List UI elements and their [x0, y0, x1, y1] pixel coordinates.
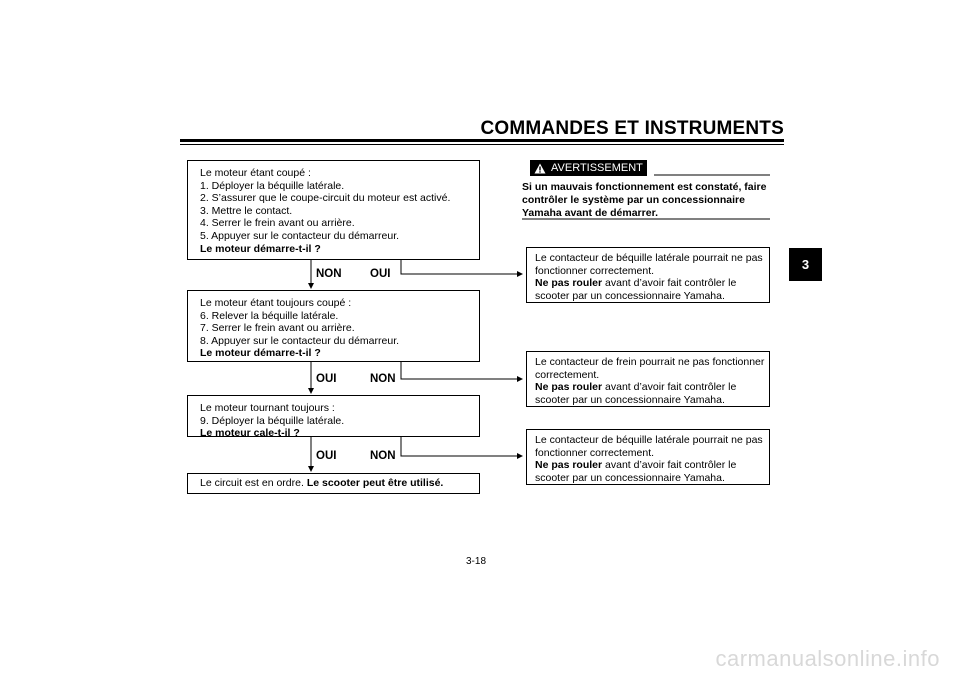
step-box-1	[187, 160, 480, 260]
branch-label-right: NON	[370, 450, 396, 462]
step-question: Le moteur cale-t-il ?	[200, 427, 300, 440]
result-bold: Ne pas rouler	[535, 381, 603, 394]
result-line: correctement.	[535, 368, 600, 381]
result-line: Le contacteur de frein pourrait ne pas fonctionner	[535, 356, 765, 368]
page-number: 3-18	[466, 556, 487, 567]
right-arrow-1	[401, 260, 522, 274]
result-bold: Ne pas rouler	[535, 277, 603, 290]
branch-label-down: NON	[316, 268, 342, 280]
warning-icon	[534, 163, 546, 174]
step-line: 9. Déployer la béquille latérale.	[200, 414, 345, 427]
result-line: avant d’avoir fait contrôler le	[602, 277, 737, 290]
result-line: scooter par un concessionnaire Yamaha.	[535, 471, 725, 484]
step-line: Le moteur étant coupé :	[200, 167, 311, 179]
final-box	[187, 473, 480, 494]
page-title: COMMANDES ET INSTRUMENTS	[480, 118, 784, 139]
warning-badge	[530, 160, 647, 176]
branch-label-down: OUI	[316, 450, 337, 462]
step-line: 5. Appuyer sur le contacteur du démarreur.	[200, 229, 400, 242]
warning-text: Si un mauvais fonctionnement est constaté, faire contrôler le système par un concessionnaire Yamaha avant de démarrer.	[522, 181, 767, 219]
result-box-1	[526, 247, 770, 303]
step-line: 6. Relever la béquille latérale.	[200, 309, 339, 322]
step-box-2	[187, 290, 480, 362]
result-line: Le contacteur de béquille latérale pourrait ne pas	[535, 252, 763, 264]
step-box-3	[187, 395, 480, 440]
step-line: 2. S’assurer que le coupe-circuit du moteur est activé.	[200, 192, 451, 205]
result-line: scooter par un concessionnaire Yamaha.	[535, 393, 725, 406]
final-bold: Le scooter peut être utilisé.	[306, 477, 444, 489]
result-line: avant d’avoir fait contrôler le	[602, 459, 737, 472]
branch-label-right: OUI	[370, 268, 391, 280]
step-line: 4. Serrer le frein avant ou arrière.	[200, 217, 355, 230]
watermark: carmanualsonline.info	[715, 646, 940, 671]
result-line: scooter par un concessionnaire Yamaha.	[535, 289, 725, 302]
result-line: Le contacteur de béquille latérale pourrait ne pas	[535, 434, 763, 446]
final-text: Le circuit est en ordre.	[200, 477, 304, 489]
step-line: 8. Appuyer sur le contacteur du démarreur.	[200, 334, 400, 347]
step-line: 3. Mettre le contact.	[200, 204, 293, 217]
step-question: Le moteur démarre-t-il ?	[200, 347, 321, 360]
result-box-2	[526, 351, 770, 407]
result-line: fonctionner correctement.	[535, 264, 655, 277]
step-line: Le moteur étant toujours coupé :	[200, 297, 352, 309]
warning-label: AVERTISSEMENT	[551, 162, 643, 174]
result-line: avant d’avoir fait contrôler le	[602, 381, 737, 394]
result-line: fonctionner correctement.	[535, 446, 655, 459]
step-line: 7. Serrer le frein avant ou arrière.	[200, 322, 355, 335]
branch-label-right: NON	[370, 373, 396, 385]
right-arrow-3	[401, 437, 522, 456]
branch-label-down: OUI	[316, 373, 337, 385]
step-question: Le moteur démarre-t-il ?	[200, 242, 321, 255]
result-box-3	[526, 429, 770, 485]
chapter-tab[interactable]: 3	[789, 248, 822, 281]
step-line: Le moteur tournant toujours :	[200, 402, 335, 414]
result-bold: Ne pas rouler	[535, 459, 603, 472]
right-arrow-2	[401, 362, 522, 379]
step-line: 1. Déployer la béquille latérale.	[200, 179, 345, 192]
